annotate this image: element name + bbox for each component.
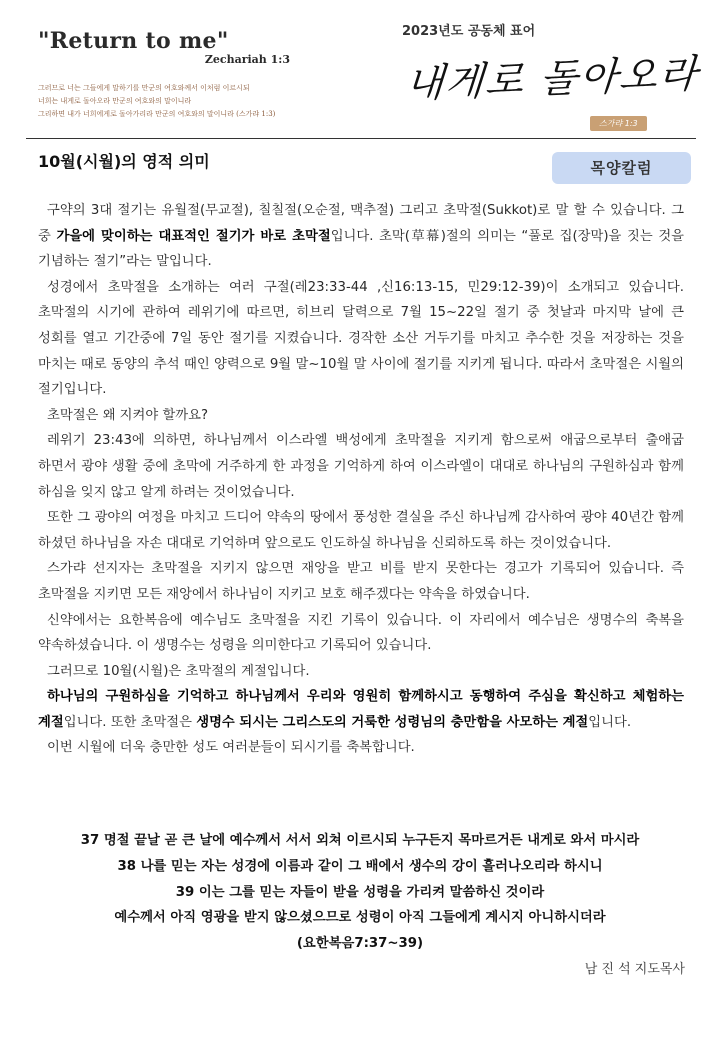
- emphasis-text: 생명수 되시는 그리스도의 거룩한 성령님의 충만함을 사모하는 계절: [196, 714, 589, 730]
- year-theme-block: [400, 20, 701, 128]
- header-divider: [26, 138, 696, 139]
- paragraph-text: 성경에서 초막절을 소개하는 여러 구절(레23:33-44 ,신16:13-15, 민29:12-39)이 소개되고 있습니다. 초막절의 시기에 관하여 레위기에 따르면, 히브리 달력으로 7월 15~22일 절기 중 첫날과 마지막 날에 큰 성회를 열고 기간중에 7일 동안 절기를 지켰습니다. 경작한 소산 거두기를 마치고 추수한 것을 저장하는 것을 마치는 때로 동양의 추석 때인 양력으로 9월 말~10월 말 사이에 절기를 지키게 됩니다. 따라서 초막절은 시월의 절기입니다.: [38, 279, 684, 398]
- verse-line: 예수께서 아직 영광을 받지 않으셨으므로 성령이 아직 그들에게 계시지 아니하시더라: [114, 910, 606, 926]
- article-paragraph: [38, 275, 684, 403]
- year-theme: 2023년도 공동체 표어: [402, 24, 536, 39]
- article-body: [38, 198, 684, 761]
- verse-line: 39 이는 그를 믿는 자들이 받을 성령을 가리켜 말씀하신 것이라: [175, 884, 545, 900]
- motto-line: 그리하면 내가 너희에게로 돌아가리라 만군의 여호와의 말이니라 (스가랴 1:3): [38, 110, 276, 118]
- emphasis-text: 하나님의 구원하심을 기억하고 하나님께서 우리와 영원히 함께하시고 동행하여 주심을 확신하고 체험하는 계절: [38, 689, 684, 730]
- article-title: 10월(시월)의 영적 의미: [38, 152, 210, 171]
- motto-block: [38, 28, 338, 121]
- motto-verse: [38, 82, 338, 121]
- emphasis-text: 가을에 맞이하는 대표적인 절기가 바로 초막절: [56, 228, 331, 244]
- article-paragraph: [38, 556, 684, 607]
- column-badge: 목양칼럼: [552, 152, 691, 184]
- paragraph-text: 구약의 3대 절기는 유월절(무교절), 칠칠절(오순절, 맥추절) 그리고 초막절(Sukkot)로 말 할 수 있습니다. 그 중: [38, 203, 684, 244]
- paragraph-text: 초막절은 왜 지켜야 할까요?: [47, 407, 209, 423]
- article-paragraph: [38, 198, 684, 275]
- paragraph-text: 스가랴 선지자는 초막절을 지키지 않으면 재앙을 받고 비를 받지 못한다는 경고가 기록되어 있습니다. 즉 초막절을 지키면 모든 재앙에서 하나님이 지키고 보호 해주겠다는 약속을 하였습니다.: [38, 561, 684, 602]
- article-paragraph: [38, 403, 684, 429]
- article-paragraph: [38, 505, 684, 556]
- calligraphy-reference: 스가랴 1:3: [590, 116, 647, 131]
- motto-reference: Zechariah 1:3: [204, 53, 290, 66]
- verse-reference: (요한복음7:37~39): [296, 936, 424, 952]
- scripture-quote: [30, 828, 690, 957]
- motto-line: 너희는 내게로 돌아오라 만군의 여호와의 말이니라: [38, 97, 192, 105]
- paragraph-text: 또한 그 광야의 여정을 마치고 드디어 약속의 땅에서 풍성한 결실을 주신 하나님께 감사하여 광야 40년간 함께 하셨던 하나님을 자손 대대로 기억하며 앞으로도 인도하실 하나님을 신뢰하도록 하는 것이었습니다.: [38, 510, 684, 551]
- calligraphy-title: 내게로 돌아오라: [404, 51, 701, 107]
- paragraph-text: 레위기 23:43에 의하면, 하나님께서 이스라엘 백성에게 초막절을 지키게 함으로써 애굽으로부터 출애굽 하면서 광야 생활 중에 초막에 거주하게 한 과정을 기억하게 하여 이스라엘이 대대로 하나님의 구원하심과 함께 하심을 잊지 않고 알게 하려는 것이었습니다.: [38, 433, 684, 500]
- paragraph-text: 입니다. 초막(草幕)절의 의미는 “풀로 집(장막)을 짓는 것을 기념하는 절기”라는 말입니다.: [38, 228, 685, 270]
- paragraph-text: 신약에서는 요한복음에 예수님도 초막절을 지킨 기록이 있습니다. 이 자리에서 예수님은 생명수의 축복을 약속하셨습니다. 이 생명수는 성령을 의미한다고 기록되어 있습니다.: [38, 612, 684, 654]
- paragraph-text: 입니다. 또한 초막절은: [63, 714, 197, 730]
- paragraph-text: 이번 시월에 더욱 충만한 성도 여러분들이 되시기를 축복합니다.: [47, 740, 415, 756]
- signature: 남 진 석 지도목사: [584, 962, 685, 977]
- verse-line: 37 명절 끝날 곧 큰 날에 예수께서 서서 외쳐 이르시되 누구든지 목마르거든 내게로 와서 마시라: [80, 833, 640, 848]
- motto-line: 그러므로 너는 그들에게 말하기를 만군의 여호와께서 이처럼 이르시되: [38, 84, 250, 92]
- article-paragraph: [38, 428, 684, 505]
- paragraph-text: 입니다.: [588, 714, 632, 730]
- paragraph-text: 그러므로 10월(시월)은 초막절의 계절입니다.: [47, 663, 310, 679]
- article-paragraph: [38, 608, 684, 659]
- article-paragraph: [38, 659, 684, 685]
- motto-title: "Return to me": [38, 28, 229, 54]
- article-paragraph: [38, 735, 684, 761]
- verse-line: 38 나를 믿는 자는 성경에 이름과 같이 그 배에서 생수의 강이 흘러나오리라 하시니: [117, 858, 603, 874]
- article-paragraph: [38, 684, 684, 735]
